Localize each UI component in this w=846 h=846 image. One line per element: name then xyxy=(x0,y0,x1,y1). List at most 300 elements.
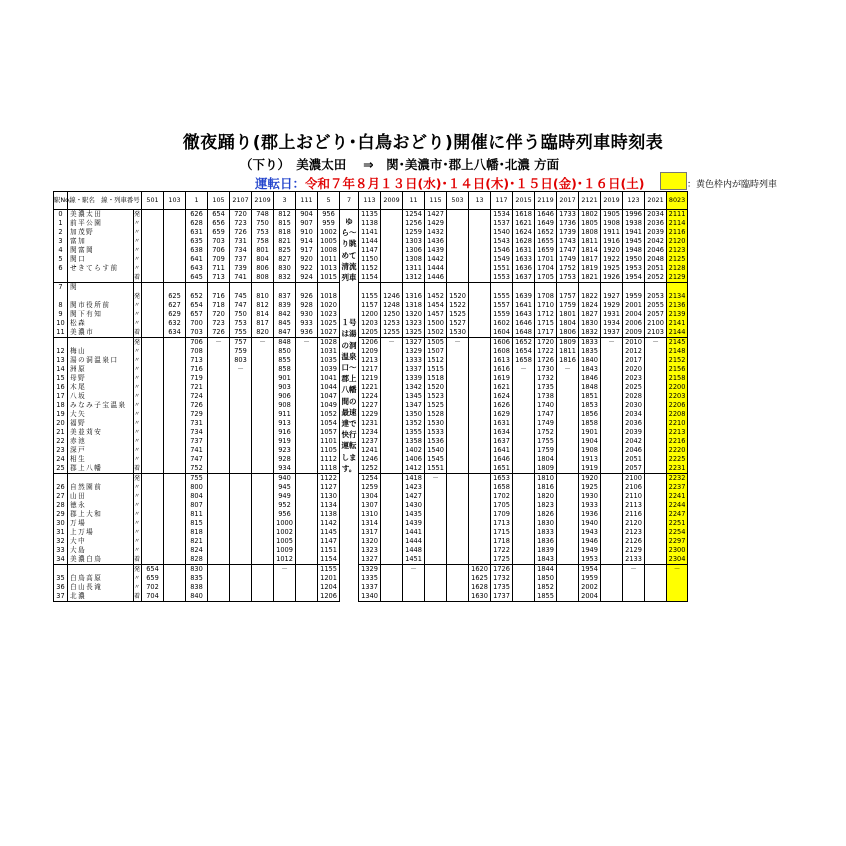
time-cell: 1337 xyxy=(403,365,425,374)
time-cell: 1715 xyxy=(491,528,513,537)
time-cell xyxy=(601,392,623,401)
time-cell: 1031 xyxy=(318,347,340,356)
time-cell: 1705 xyxy=(491,501,513,510)
time-cell xyxy=(142,555,164,565)
time-cell: 1738 xyxy=(535,392,557,401)
time-cell: 1833 xyxy=(579,338,601,348)
time-cell: 815 xyxy=(186,519,208,528)
time-cell: 2053 xyxy=(645,292,667,301)
arrival-departure-mark: 着 xyxy=(134,464,141,472)
time-cell xyxy=(142,483,164,492)
time-cell xyxy=(557,410,579,419)
time-cell xyxy=(645,528,667,537)
time-cell: 1732 xyxy=(535,374,557,383)
time-cell: 723 xyxy=(208,319,230,328)
time-cell: 1500 xyxy=(425,319,447,328)
time-cell: 2297 xyxy=(667,537,688,546)
time-cell: 2139 xyxy=(667,310,688,319)
time-cell xyxy=(296,555,318,565)
time-cell xyxy=(381,474,403,484)
time-cell: 1652 xyxy=(513,338,535,348)
time-cell xyxy=(623,283,645,293)
time-cell: 1340 xyxy=(359,592,381,602)
time-cell: 1534 xyxy=(491,210,513,220)
time-cell: 2120 xyxy=(667,237,688,246)
time-cell xyxy=(142,301,164,310)
station-name: 自然園前 xyxy=(68,483,134,492)
time-cell: 1254 xyxy=(359,474,381,484)
time-cell xyxy=(142,365,164,374)
time-cell: 1646 xyxy=(535,210,557,220)
time-cell: 1035 xyxy=(318,356,340,365)
time-cell: 1254 xyxy=(403,210,425,220)
time-cell: 1435 xyxy=(403,510,425,519)
time-cell: 1949 xyxy=(579,546,601,555)
time-cell: 1310 xyxy=(359,510,381,519)
arrival-departure-mark: 〃 xyxy=(134,492,141,500)
timetable-row xyxy=(54,492,688,501)
time-cell: 1913 xyxy=(579,455,601,464)
timetable-row xyxy=(54,410,688,419)
time-cell xyxy=(557,519,579,528)
time-cell xyxy=(142,474,164,484)
time-cell xyxy=(469,319,491,328)
station-number: 23 xyxy=(54,446,68,455)
time-cell xyxy=(164,437,186,446)
time-cell: 1442 xyxy=(425,255,447,264)
time-cell: 1530 xyxy=(425,419,447,428)
arrival-departure-mark: 〃 xyxy=(134,401,141,409)
time-cell xyxy=(252,565,274,575)
time-cell xyxy=(164,455,186,464)
arrival-departure-mark: 〃 xyxy=(134,483,141,491)
time-cell: － xyxy=(601,338,623,348)
time-cell: 2028 xyxy=(623,392,645,401)
time-cell: 1651 xyxy=(491,464,513,474)
time-cell: 1722 xyxy=(491,546,513,555)
time-cell xyxy=(623,583,645,592)
time-cell: 1337 xyxy=(359,583,381,592)
time-cell: 1329 xyxy=(359,565,381,575)
arrival-departure-mark: 着 xyxy=(134,592,141,600)
time-cell: 1155 xyxy=(318,565,340,575)
time-cell: 2030 xyxy=(623,401,645,410)
time-cell: 1637 xyxy=(491,437,513,446)
time-cell: 1039 xyxy=(318,365,340,374)
time-cell: 708 xyxy=(186,347,208,356)
time-cell xyxy=(601,592,623,602)
time-cell xyxy=(469,392,491,401)
time-cell xyxy=(513,555,535,565)
time-cell xyxy=(381,446,403,455)
time-cell xyxy=(469,446,491,455)
time-cell: 1839 xyxy=(535,546,557,555)
legend-swatch xyxy=(660,172,687,190)
time-cell xyxy=(557,374,579,383)
time-cell: 1248 xyxy=(381,301,403,310)
time-cell xyxy=(513,546,535,555)
time-cell xyxy=(645,410,667,419)
time-cell: 1805 xyxy=(579,219,601,228)
time-cell: 1304 xyxy=(359,492,381,501)
time-cell xyxy=(296,483,318,492)
time-cell: 704 xyxy=(142,592,164,602)
time-cell xyxy=(645,392,667,401)
time-cell: 1701 xyxy=(535,255,557,264)
station-name: 前平公園 xyxy=(68,219,134,228)
time-cell xyxy=(601,428,623,437)
time-cell: 721 xyxy=(186,383,208,392)
station-number: 6 xyxy=(54,264,68,273)
time-cell xyxy=(645,592,667,602)
header-train-number: 8023 xyxy=(667,192,688,210)
time-cell: 1953 xyxy=(579,555,601,565)
time-cell: 1002 xyxy=(274,528,296,537)
header-train-number: 5 xyxy=(318,192,340,210)
time-cell: 1628 xyxy=(513,237,535,246)
time-cell xyxy=(469,292,491,301)
time-cell xyxy=(208,528,230,537)
time-cell xyxy=(381,501,403,510)
time-cell xyxy=(447,219,469,228)
time-cell: 2100 xyxy=(645,319,667,328)
time-cell xyxy=(142,455,164,464)
time-cell xyxy=(381,437,403,446)
time-cell: 634 xyxy=(164,328,186,338)
header-train-number: 503 xyxy=(447,192,469,210)
time-cell xyxy=(403,283,425,293)
time-cell: 703 xyxy=(186,328,208,338)
time-cell: 842 xyxy=(274,310,296,319)
station-number: 13 xyxy=(54,356,68,365)
time-cell: 815 xyxy=(274,219,296,228)
time-cell xyxy=(230,446,252,455)
time-cell xyxy=(447,437,469,446)
header-train-number: 2017 xyxy=(557,192,579,210)
time-cell xyxy=(447,574,469,583)
timetable-row xyxy=(54,446,688,455)
time-cell xyxy=(513,464,535,474)
time-cell xyxy=(142,464,164,474)
time-cell: 2113 xyxy=(623,501,645,510)
time-cell xyxy=(252,583,274,592)
time-cell xyxy=(164,555,186,565)
timetable-row xyxy=(54,592,688,602)
station-number: 9 xyxy=(54,310,68,319)
station-name: 美濃白鳥 xyxy=(68,555,134,565)
time-cell xyxy=(469,419,491,428)
time-cell: 1545 xyxy=(425,455,447,464)
time-cell: 1327 xyxy=(403,338,425,348)
time-cell: 2144 xyxy=(667,328,688,338)
time-cell: 1718 xyxy=(491,537,513,546)
time-cell: 2213 xyxy=(667,428,688,437)
time-cell: 1427 xyxy=(403,492,425,501)
header-train-number: 2109 xyxy=(252,192,274,210)
station-name: 山田 xyxy=(68,492,134,501)
time-cell: 1200 xyxy=(359,310,381,319)
time-cell xyxy=(296,528,318,537)
time-cell xyxy=(296,392,318,401)
time-cell xyxy=(230,546,252,555)
station-name: 美濃太田 xyxy=(68,210,134,220)
time-cell xyxy=(601,283,623,293)
time-cell: 1138 xyxy=(359,219,381,228)
time-cell: 723 xyxy=(230,219,252,228)
time-cell: 807 xyxy=(186,501,208,510)
time-cell: 747 xyxy=(186,455,208,464)
time-cell: 1620 xyxy=(469,565,491,575)
time-cell xyxy=(142,310,164,319)
time-cell: 1959 xyxy=(579,574,601,583)
time-cell xyxy=(296,455,318,464)
time-cell xyxy=(469,228,491,237)
time-cell: 631 xyxy=(186,228,208,237)
time-cell: 1843 xyxy=(535,555,557,565)
time-cell xyxy=(164,428,186,437)
time-cell: 1253 xyxy=(381,319,403,328)
time-cell: 1730 xyxy=(535,365,557,374)
time-cell: 1844 xyxy=(535,565,557,575)
time-cell: 1704 xyxy=(535,264,557,273)
time-cell xyxy=(447,392,469,401)
time-cell: 917 xyxy=(296,246,318,255)
time-cell xyxy=(142,219,164,228)
header-station-no: 駅No. xyxy=(54,192,68,210)
time-cell xyxy=(645,474,667,484)
time-cell xyxy=(230,519,252,528)
time-cell xyxy=(164,565,186,575)
time-cell: 1044 xyxy=(318,383,340,392)
station-number xyxy=(54,338,68,348)
station-number: 27 xyxy=(54,492,68,501)
station-name: 加茂野 xyxy=(68,228,134,237)
time-cell: 1451 xyxy=(403,555,425,565)
time-cell: 1255 xyxy=(381,328,403,338)
direction-subtitle: （下り） 美濃太田 ⇒ 関･美濃市･郡上八幡･北濃 方面 xyxy=(240,157,560,172)
time-cell: 1054 xyxy=(318,419,340,428)
time-cell: 1041 xyxy=(318,374,340,383)
time-cell xyxy=(252,501,274,510)
time-cell xyxy=(513,528,535,537)
timetable-row xyxy=(54,383,688,392)
time-cell: 817 xyxy=(252,319,274,328)
time-cell: 1213 xyxy=(359,356,381,365)
time-cell: 1802 xyxy=(579,210,601,220)
station-number: 0 xyxy=(54,210,68,220)
time-cell: 1653 xyxy=(491,474,513,484)
time-cell: 2129 xyxy=(623,546,645,555)
time-cell xyxy=(601,537,623,546)
time-cell xyxy=(381,347,403,356)
arrival-departure-mark: 〃 xyxy=(134,301,141,309)
train-note-text: １号は湯の洞温泉口〜郡上八幡間の最速達で快行運転します。 xyxy=(341,318,357,473)
time-cell: 1658 xyxy=(491,483,513,492)
time-cell: 916 xyxy=(274,428,296,437)
arrival-departure-mark: 〃 xyxy=(134,264,141,272)
time-cell xyxy=(296,519,318,528)
time-cell: 1358 xyxy=(403,437,425,446)
arrival-departure-mark: 発 xyxy=(134,338,141,346)
time-cell xyxy=(208,474,230,484)
time-cell: 945 xyxy=(274,483,296,492)
arrival-departure-mark: 〃 xyxy=(134,228,141,236)
legend-text: ：黄色枠内が臨時列車 xyxy=(687,180,778,190)
time-cell: 1830 xyxy=(535,519,557,528)
time-cell xyxy=(208,383,230,392)
station-name: 郡上大和 xyxy=(68,510,134,519)
time-cell xyxy=(164,583,186,592)
time-cell xyxy=(425,537,447,546)
station-name: 深戸 xyxy=(68,446,134,455)
time-cell: 1954 xyxy=(623,273,645,283)
time-cell xyxy=(469,347,491,356)
time-cell: 824 xyxy=(186,546,208,555)
station-number xyxy=(54,273,68,283)
time-cell xyxy=(381,383,403,392)
time-cell: 1621 xyxy=(513,219,535,228)
time-cell xyxy=(513,283,535,293)
time-cell: 1851 xyxy=(579,392,601,401)
time-cell: 1929 xyxy=(601,301,623,310)
time-cell: 1246 xyxy=(381,292,403,301)
time-cell xyxy=(142,546,164,555)
time-cell: 1743 xyxy=(557,237,579,246)
time-cell xyxy=(252,356,274,365)
time-cell: 838 xyxy=(186,583,208,592)
time-cell xyxy=(513,583,535,592)
time-cell: 913 xyxy=(274,419,296,428)
station-number: 22 xyxy=(54,437,68,446)
time-cell xyxy=(381,219,403,228)
time-cell xyxy=(208,410,230,419)
time-cell xyxy=(513,510,535,519)
time-cell: 1151 xyxy=(318,546,340,555)
time-cell xyxy=(513,419,535,428)
time-cell: 1318 xyxy=(403,301,425,310)
time-cell: 1755 xyxy=(535,437,557,446)
time-cell: 847 xyxy=(274,328,296,338)
time-cell: 1430 xyxy=(403,501,425,510)
station-number: 33 xyxy=(54,546,68,555)
time-cell xyxy=(381,264,403,273)
time-cell xyxy=(403,583,425,592)
time-cell: 1946 xyxy=(579,537,601,546)
time-cell: 1816 xyxy=(535,483,557,492)
time-cell: 2134 xyxy=(667,292,688,301)
time-cell: 1311 xyxy=(403,264,425,273)
time-cell: 641 xyxy=(186,255,208,264)
time-cell: 1339 xyxy=(403,374,425,383)
time-cell xyxy=(208,574,230,583)
time-cell: 1237 xyxy=(359,437,381,446)
station-name: 関富岡 xyxy=(68,246,134,255)
time-cell xyxy=(164,574,186,583)
time-cell: 2148 xyxy=(667,347,688,356)
time-cell xyxy=(142,338,164,348)
time-cell xyxy=(274,592,296,602)
time-cell xyxy=(208,437,230,446)
time-cell xyxy=(557,583,579,592)
time-cell xyxy=(601,419,623,428)
time-cell: 1658 xyxy=(513,356,535,365)
time-cell: 1725 xyxy=(491,555,513,565)
timetable-row xyxy=(54,356,688,365)
time-cell: 1130 xyxy=(318,492,340,501)
station-name xyxy=(68,565,134,575)
time-cell xyxy=(230,565,252,575)
time-cell xyxy=(513,428,535,437)
time-cell: 1252 xyxy=(359,464,381,474)
time-cell: 845 xyxy=(274,319,296,328)
header-train-number: 113 xyxy=(359,192,381,210)
time-cell xyxy=(513,410,535,419)
station-name: 関口 xyxy=(68,255,134,264)
arrival-departure-mark: 〃 xyxy=(134,310,141,318)
time-cell: 1747 xyxy=(557,246,579,255)
time-cell xyxy=(296,437,318,446)
time-cell: 758 xyxy=(252,237,274,246)
time-cell xyxy=(164,474,186,484)
operation-dates-label: 運転日： xyxy=(255,176,306,191)
time-cell: 1303 xyxy=(403,237,425,246)
station-number: 12 xyxy=(54,347,68,356)
time-cell xyxy=(513,519,535,528)
time-cell xyxy=(252,592,274,602)
time-cell: 1138 xyxy=(318,510,340,519)
time-cell xyxy=(469,474,491,484)
time-cell xyxy=(601,401,623,410)
time-cell xyxy=(296,428,318,437)
time-cell xyxy=(425,492,447,501)
time-cell: 1817 xyxy=(579,255,601,264)
time-cell xyxy=(230,410,252,419)
time-cell: 629 xyxy=(164,310,186,319)
time-cell: 2203 xyxy=(667,392,688,401)
station-number: 1 xyxy=(54,219,68,228)
time-cell xyxy=(381,374,403,383)
time-cell: 2244 xyxy=(667,501,688,510)
time-cell: 1637 xyxy=(513,273,535,283)
time-cell xyxy=(601,474,623,484)
time-cell: 800 xyxy=(186,483,208,492)
time-cell xyxy=(469,428,491,437)
time-cell: 828 xyxy=(186,555,208,565)
time-cell: 1530 xyxy=(447,328,469,338)
time-cell xyxy=(667,583,688,592)
arrival-departure-mark: 着 xyxy=(134,328,141,336)
time-cell xyxy=(557,528,579,537)
station-name: 徳永 xyxy=(68,501,134,510)
station-name: 大矢 xyxy=(68,410,134,419)
time-cell xyxy=(667,283,688,293)
time-cell xyxy=(296,347,318,356)
time-cell xyxy=(381,283,403,293)
time-cell xyxy=(252,528,274,537)
time-cell: 2039 xyxy=(623,428,645,437)
time-cell: 1231 xyxy=(359,419,381,428)
time-cell: 1551 xyxy=(491,264,513,273)
time-cell xyxy=(381,537,403,546)
time-cell xyxy=(601,347,623,356)
time-cell: 1259 xyxy=(403,228,425,237)
time-cell xyxy=(645,546,667,555)
time-cell xyxy=(142,255,164,264)
time-cell xyxy=(601,565,623,575)
time-cell: 1241 xyxy=(359,446,381,455)
time-cell: 1154 xyxy=(318,555,340,565)
time-cell: 625 xyxy=(164,292,186,301)
